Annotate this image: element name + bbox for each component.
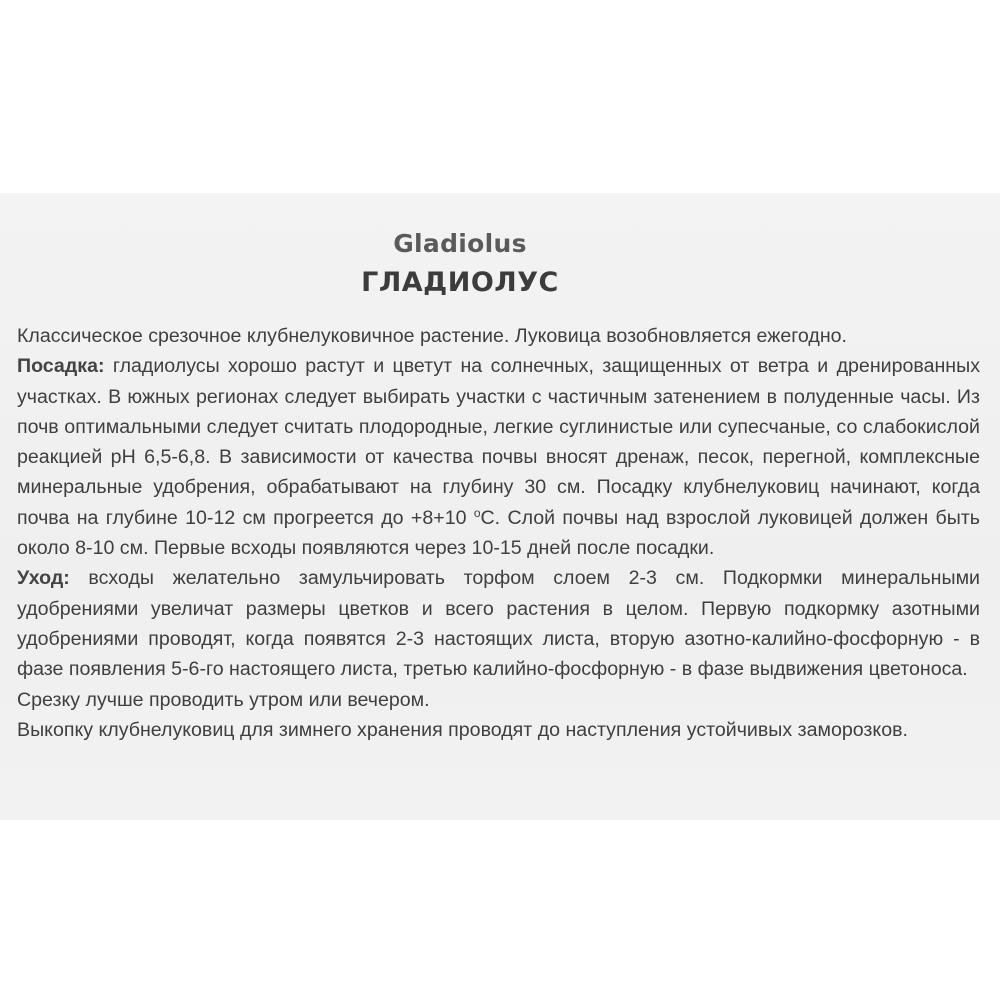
care-text: всходы желательно замульчировать торфом слоем 2-3 см. Подкормки минеральными удобрениями увеличат размеры цветков и всего растения в целом. Первую подкормку азотными удобрениями проводят, когда появятся 2-3 настоящих листа, вторую азотно-калийно-фосфорную - в фазе появления 5-6-го настоящего листа, третью калийно-фосфорную - в фазе выдвижения цветоноса.: [17, 567, 980, 681]
latin-name-heading: Gladiolus: [393, 229, 527, 258]
planting-term: Посадка:: [17, 355, 105, 378]
degree-mark: о: [473, 505, 481, 520]
russian-name-heading: ГЛАДИОЛУС: [361, 267, 559, 298]
cutting-paragraph: Срезку лучше проводить утром или вечером.: [17, 688, 430, 711]
intro-paragraph: Классическое срезочное клубнелуковичное растение. Луковица возобновляется ежегодно.: [17, 325, 847, 347]
care-paragraph: [17, 563, 980, 684]
digging-paragraph: Выкопку клубнелуковиц для зимнего хранения проводят до наступления устойчивых заморозков.: [17, 718, 908, 741]
description-text: [17, 321, 980, 745]
planting-paragraph: [17, 351, 980, 563]
care-term: Уход:: [17, 567, 70, 590]
planting-text-end: С. Слой почвы над взрослой луковицей должен быть около 8-10 см. Первые всходы появляются через 10-15 дней после посадки.: [17, 506, 981, 560]
planting-text: гладиолусы хорошо растут и цветут на солнечных, защищенных от ветра и дренированных участках. В южных регионах следует выбирать участки с частичным затенением в полуденные часы. Из почв оптимальными следует считать плодородные, легкие суглинистые или супесчаные, со слабокислой реакцией pH 6,5-6,8. В зависимости от качества почвы вносят дренаж, песок, перегной, комплексные минеральные удобрения, обрабатывают на глубину 30 см. Посадку клубнелуковиц начинают, когда почва на глубине 10-12 см прогреется до +8+10: [17, 355, 980, 529]
